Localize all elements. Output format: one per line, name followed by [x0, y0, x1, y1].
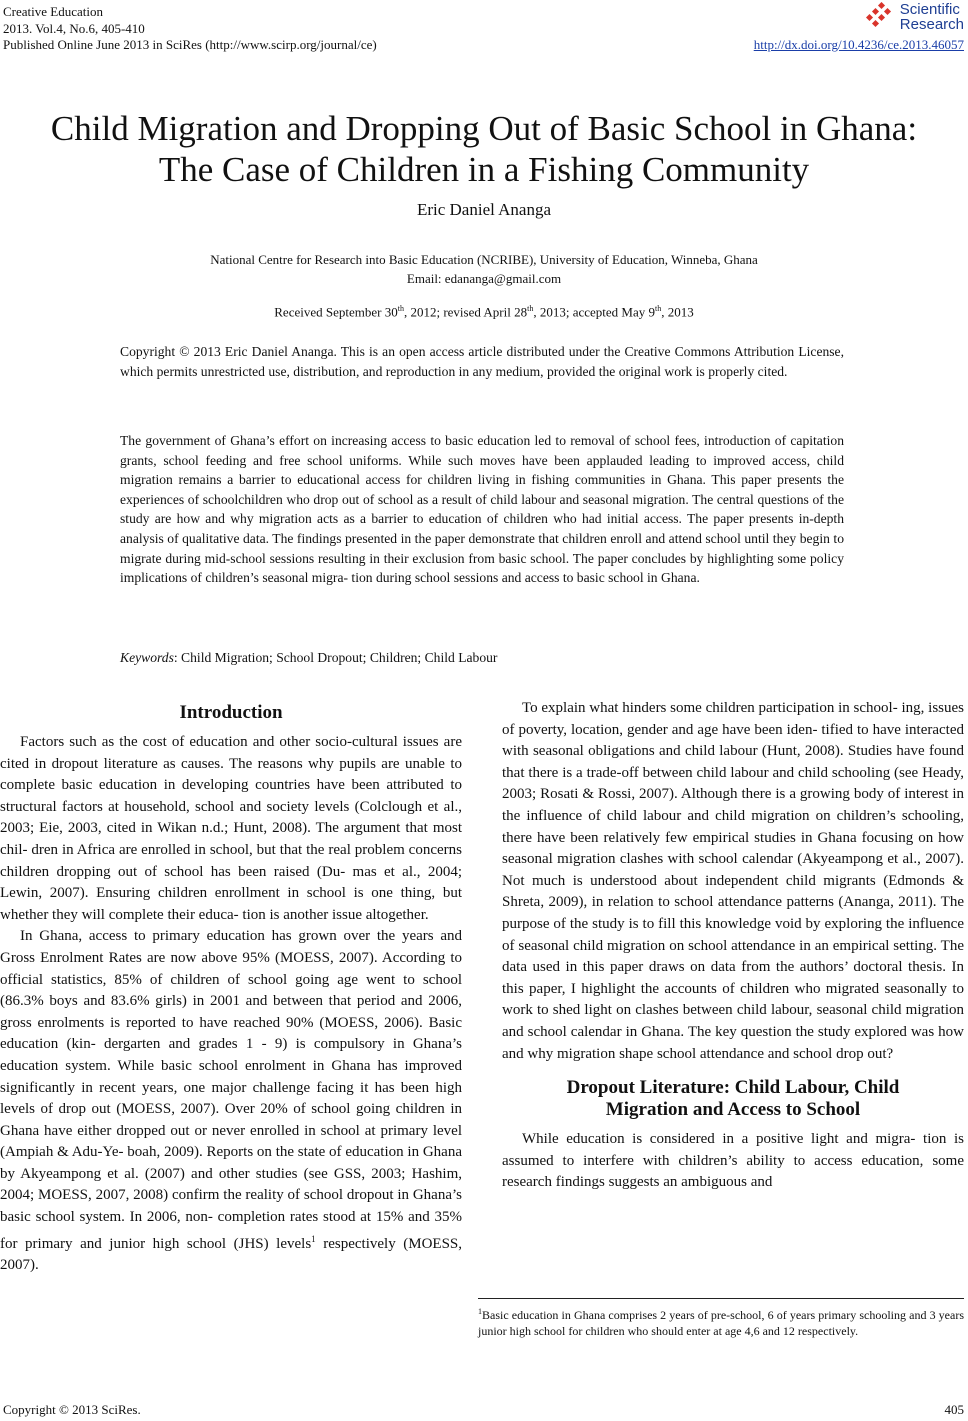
footnote: $^1$Basic education in Ghana comprises 2 years of pre-school, 6 of years primary schooling and 3 years junior high school for children who should enter at age 4,6 and 12 respectively.: [478, 1298, 964, 1339]
right-paragraph-1: To explain what hinders some children participation in school- ing, issues of poverty, location, gender and age have been iden- tified to have interacted with seasonal obligations and child labour (Hunt, 2008). Studies have found that there is a trade-off between child labour and child schooling (see Heady, 2003; Rosati & Rossi, 2007). Although there is a growing body of interest in the influence of child labour and child migration on children’s schooling, there have been relatively few empirical studies in Ghana focusing on how seasonal migration clashes with school calendar (Akyeampong et al., 2007). Not much is understood about independent child migrants (Edmonds & Shreta, 2009), in relation to school attendance patterns (Ananga, 2011). The purpose of the study is to fill this knowledge void by exploring the influence of seasonal child migration on school attendance in an empirical setting. The data used in this paper draws on data from the authors’ doctoral thesis. In this paper, I highlight the accounts of children who migrated seasonally to work to shed light on clashes between child labour, seasonal child migration and school calendar in Ghana. The key question the study explored was how and why migration shape school attendance and school drop out?: [502, 700, 964, 1062]
affiliation-block: [0, 250, 968, 288]
intro-heading: Introduction: [179, 702, 283, 723]
affiliation: National Centre for Research into Basic Education (NCRIBE), University of Education, Winneba, Ghana: [210, 252, 758, 267]
logo-text: Scientific Research: [899, 1, 964, 33]
doi-link[interactable]: http://dx.doi.org/10.4236/ce.2013.46057: [753, 37, 964, 52]
journal-volume: 2013. Vol.4, No.6, 405-410: [3, 20, 145, 36]
page-number: 405: [944, 1402, 964, 1417]
journal-name: Creative Education: [3, 4, 103, 19]
received-dates: Received September 30th, 2012; revised April 28th, 2013; accepted May 9th, 2013: [274, 304, 694, 320]
footnote-ref[interactable]: 1: [311, 1233, 316, 1244]
section2-heading: Dropout Literature: Child Labour, Child Migration and Access to School: [566, 1077, 900, 1121]
abstract: The government of Ghana’s effort on increasing access to basic education led to removal of school fees, introduction of capitation grants, school feeding and free school uniforms. While such moves have been applauded leading to improved access, child migration remains a barrier to educational access for children living in fishing communities in Ghana. This paper presents the experiences of schoolchildren who drop out of school as a result of child labour and seasonal migration. The central questions of the study are how and why migration acts as a barrier to education of children who had initial access. The paper presents in-depth analysis of qualitative data. The findings presented in the paper demonstrate that children enroll and attend school until they begin to migrate during mid-school sessions resulting in their exclusion from basic school. The paper concludes by highlighting some policy implications of children’s seasonal migra- tion during school sessions and access to basic school in Ghana.: [120, 433, 844, 586]
intro-paragraph-1: Factors such as the cost of education and other socio-cultural issues are cited in dropout literature as causes. The reasons why pupils are unable to complete basic education in developing countries have been attributed to structural factors at household, school and society levels (Colclough et al., 2003; Eie, 2003, cited in Wikan n.d.; Hunt, 2008). The argument that most chil- dren in Africa are enrolled in school, but that the real problem concerns children dropping out of school has been raised (Du- mas et al., 2004; Lewin, 2007). Ensuring children enrollment in school is one thing, but whether they will complete their educa- tion is another issue altogether.: [0, 734, 462, 923]
paper-title: Child Migration and Dropping Out of Basic School in Ghana: The Case of Children in a Fishing Community: [50, 109, 918, 189]
keywords: Keywords: Child Migration; School Dropout; Children; Child Labour: [120, 650, 498, 665]
left-column: [0, 698, 462, 1277]
copyright-notice: Copyright © 2013 Eric Daniel Ananga. This is an open access article distributed under the Creative Commons Attribution License, which permits unrestricted use, distribution, and reproduction in any medium, provided the original work is properly cited.: [120, 344, 844, 379]
journal-header: [3, 4, 377, 54]
email: Email: edananga@gmail.com: [406, 271, 562, 286]
right-paragraph-2: While education is considered in a positive light and migra- tion is assumed to interfere with children’s ability to access education, some research findings suggests an ambiguous and: [502, 1131, 964, 1191]
published-line: Published Online June 2013 in SciRes (http://www.scirp.org/journal/ce): [3, 37, 377, 52]
footer-copyright: Copyright © 2013 SciRes.: [3, 1402, 141, 1417]
scientific-research-logo-icon: [866, 2, 896, 32]
intro-paragraph-2: In Ghana, access to primary education has grown over the years and Gross Enrolment Rates are now above 95% (MOESS, 2007). According to official statistics, 85% of children of school going age went to school (86.3% boys and 83.6% girls) in 2001 and between that period and 2006, gross enrolments is reported to have reached 90% (MOESS, 2006). Basic education (kin- dergarten and grades 1 - 9) is compulsory in Ghana’s education system. While basic school enrolment in Ghana has improved significantly in recent years, one major challenge facing it has been high levels of drop out (MOESS, 2007). Over 20% of school going children in Ghana have either dropped out or never enrolled in school at primary level (Ampiah & Adu-Ye- boah, 2009). Reports on the state of education in Ghana by Akyeampong et al. (2007) and other studies (see GSS, 2003; Hashim, 2004; MOESS, 2007, 2008) confirm the reality of school dropout in Ghana’s basic school system. In 2006, non- completion rates stood at 15% and 35% for primary and junior high school (JHS) levels$^1$ respectively (MOESS, 2007).: [0, 928, 463, 1274]
publisher-logo: [866, 2, 964, 32]
author-name: Eric Daniel Ananga: [416, 200, 552, 219]
right-column: [502, 698, 964, 1194]
